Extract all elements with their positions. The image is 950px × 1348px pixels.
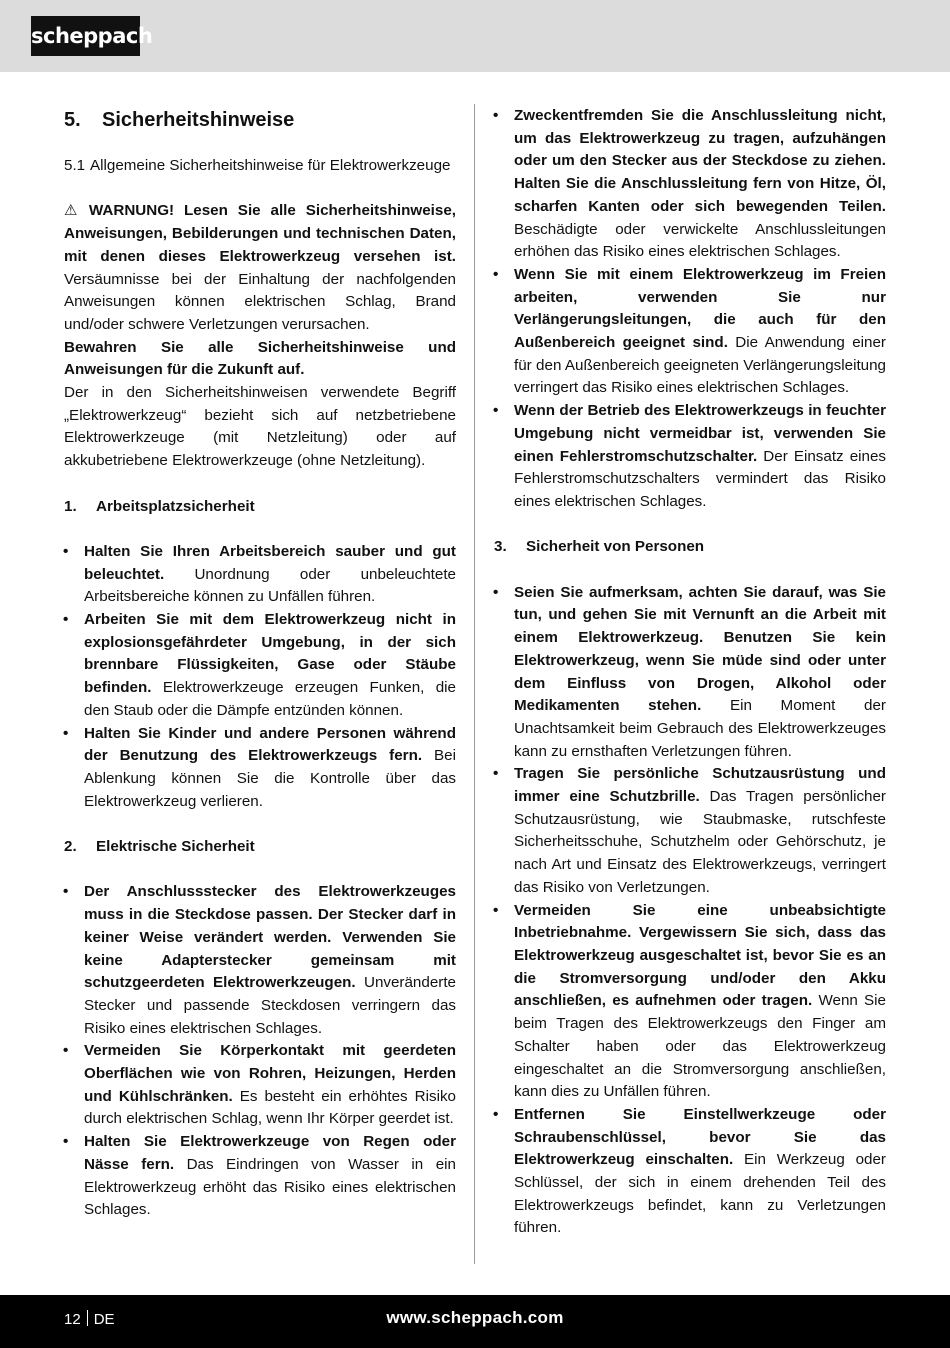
subsection-number: 5.1 [64, 157, 86, 174]
brand-logo: scheppach [31, 16, 140, 56]
left-column [64, 105, 456, 1222]
list-item: • Der Anschlussstecker des Elektrowerkzeuges muss in die Steckdose passen. Der Stecker darf in keiner Weise verändert werden. Verwenden Sie keine Adapterstecker gemeinsam mit schutzgeerdeten Elektrowerkzeugen. Unveränderte Stecker und passende Steckdosen verringern das Risiko eines elektrischen Schlages. [63, 883, 456, 1037]
page-header [0, 0, 950, 72]
electrical-safety-list [64, 881, 456, 1222]
personal-safety-heading: 3. Sicherheit von Personen [494, 538, 705, 556]
workplace-safety-heading: 1. Arbeitsplatzsicherheit [64, 497, 255, 515]
column-divider [474, 104, 475, 1264]
section-number: 5. [64, 109, 81, 131]
personal-safety-list [494, 582, 886, 1240]
subsection-title: Allgemeine Sicherheitshinweise für Elektrowerkzeuge [90, 157, 451, 174]
subsection-heading [64, 155, 456, 178]
right-column [494, 105, 886, 1240]
language-code: DE [93, 1311, 115, 1328]
list-item: • Halten Sie Elektrowerkzeuge von Regen oder Nässe fern. Das Eindringen von Wasser in ein Elektrowerkzeug erhöht das Risiko eines elektrischen Schlages. [63, 1133, 456, 1219]
list-item: • Vermeiden Sie Körperkontakt mit geerdeten Oberflächen wie von Rohren, Heizungen, Herden und Kühlschränken. Es besteht ein erhöhtes Risiko durch elektrischen Schlag, wenn Ihr Körper geerdet ist. [63, 1042, 456, 1128]
warning-paragraph [64, 200, 456, 336]
workplace-safety-list [64, 541, 456, 813]
electrical-safety-heading: 2. Elektrische Sicherheit [64, 838, 255, 856]
page-footer [0, 1295, 950, 1348]
website-url: www.scheppach.com [386, 1308, 564, 1327]
warning-text: Versäumnisse bei der Einhaltung der nachfolgenden Anweisungen können elektrischen Schlag, Brand und/oder schwere Verletzungen verursachen. [64, 270, 456, 333]
section-heading [64, 105, 456, 135]
page-number: 12 [64, 1311, 81, 1328]
list-item: • Wenn Sie mit einem Elektrowerkzeug im Freien arbeiten, verwenden Sie nur Verlängerungsleitungen, die auch für den Außenbereich geeignet sind. Die Anwendung einer für den Außenbereich geeigneten Verlängerungsleitung verringert das Risiko eines elektrischen Schlages. [493, 265, 886, 397]
list-item: • Seien Sie aufmerksam, achten Sie darauf, was Sie tun, und gehen Sie mit Vernunft an die Arbeit mit einem Elektrowerkzeug. Benutzen Sie kein Elektrowerkzeug, wenn Sie müde sind oder unter dem Einfluss von Drogen, Alkohol oder Medikamenten stehen. Ein Moment der Unachtsamkeit beim Gebrauch des Elektrowerkzeuges kann zu ernsthaften Verletzungen führen. [493, 583, 886, 760]
keep-instructions: Bewahren Sie alle Sicherheitshinweise und Anweisungen für die Zukunft auf. [64, 338, 456, 379]
section-title: Sicherheitshinweise [102, 109, 295, 131]
list-item: • Arbeiten Sie mit dem Elektrowerkzeug nicht in explosionsgefährdeter Umgebung, in der sich brennbare Flüssigkeiten, Gase oder Stäube befinden. Elektrowerkzeuge erzeugen Funken, die den Staub oder die Dämpfe entzünden können. [63, 611, 456, 719]
term-definition: Der in den Sicherheitshinweisen verwendete Begriff „Elektrowerkzeug“ bezieht sich auf netzbetriebene Elektrowerkzeuge (mit Netzleitung) oder auf akkubetriebene Elektrowerkzeuge (ohne Netzleitung). [64, 384, 456, 470]
warning-bold-text: WARNUNG! Lesen Sie alle Sicherheitshinweise, Anweisungen, Bebilderungen und technischen Daten, mit denen dieses Elektrowerkzeug versehen ist. [64, 202, 456, 265]
list-item: • Halten Sie Ihren Arbeitsbereich sauber und gut beleuchtet. Unordnung oder unbeleuchtete Arbeitsbereiche können zu Unfällen führen. [63, 542, 456, 606]
list-item: • Wenn der Betrieb des Elektrowerkzeugs in feuchter Umgebung nicht vermeidbar ist, verwenden Sie einen Fehlerstromschutzschalter. Der Einsatz eines Fehlerstromschutzschalters vermindert das Risiko eines elektrischen Schlages. [493, 402, 886, 510]
list-item: • Zweckentfremden Sie die Anschlussleitung nicht, um das Elektrowerkzeug zu tragen, aufzuhängen oder um den Stecker aus der Steckdose zu ziehen. Halten Sie die Anschlussleitung fern von Hitze, Öl, scharfen Kanten oder sich bewegenden Teilen. Beschädigte oder verwickelte Anschlussleitungen erhöhen das Risiko eines elektrischen Schlages. [493, 107, 886, 261]
list-item: • Entfernen Sie Einstellwerkzeuge oder Schraubenschlüssel, bevor Sie das Elektrowerkzeug einschalten. Ein Werkzeug oder Schlüssel, der sich in einem drehenden Teil des Elektrowerkzeugs befindet, kann zu Verletzungen führen. [493, 1105, 886, 1237]
list-item: • Vermeiden Sie eine unbeabsichtigte Inbetriebnahme. Vergewissern Sie sich, dass das Elektrowerkzeug ausgeschaltet ist, bevor Sie es an die Stromversorgung und/oder den Akku anschließen, es aufnehmen oder tragen. Wenn Sie beim Tragen des Elektrowerkzeugs den Finger am Schalter haben oder das Elektrowerkzeug eingeschaltet an die Stromversorgung anschließen, kann dies zu Unfällen führen. [493, 901, 886, 1101]
electrical-safety-list-continued [494, 105, 886, 514]
warning-triangle-icon: ⚠ [64, 202, 78, 220]
list-item: • Halten Sie Kinder und andere Personen während der Benutzung des Elektrowerkzeugs fern. Bei Ablenkung können Sie die Kontrolle über das Elektrowerkzeug verlieren. [63, 724, 456, 810]
list-item: • Tragen Sie persönliche Schutzausrüstung und immer eine Schutzbrille. Das Tragen persönlicher Schutzausrüstung, wie Staubmaske, rutschfeste Sicherheitsschuhe, Schutzhelm oder Gehörschutz, je nach Art und Einsatz des Elektrowerkzeugs, verringert das Risiko von Verletzungen. [493, 765, 886, 896]
